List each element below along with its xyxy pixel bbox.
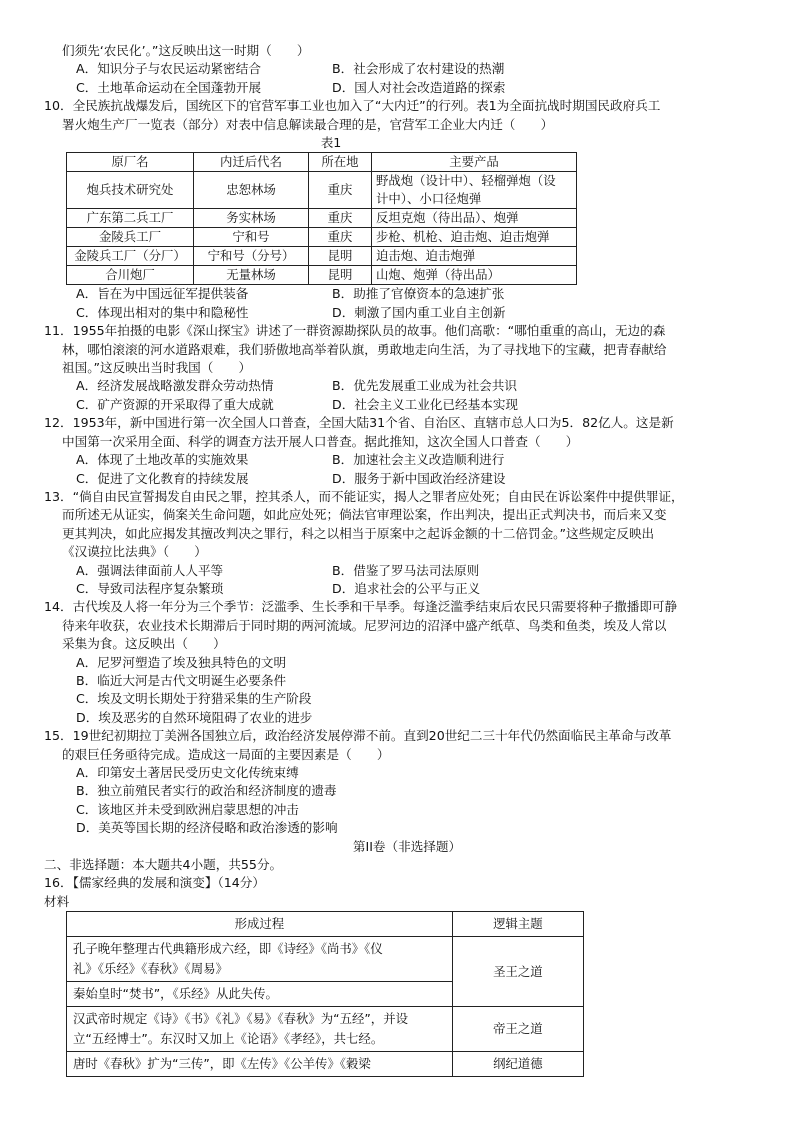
arsenal-table: [66, 152, 577, 285]
table-cell-theme: 纲纪道德: [452, 1052, 583, 1077]
table-header-row: [67, 153, 577, 172]
q15-option-c[interactable]: C．该地区并未受到欧洲启蒙思想的冲击: [76, 801, 299, 817]
table-row: [67, 1007, 584, 1052]
table-cell: 迫击炮、迫击炮弹: [372, 247, 577, 266]
q13-options-row2: [62, 580, 752, 598]
q9-option-d[interactable]: D．国人对社会改造道路的探索: [332, 79, 506, 95]
q13-stem-line4: 《汉谟拉比法典》（ ）: [62, 544, 207, 560]
q15-option-a[interactable]: A．印第安土著居民受历史文化传统束缚: [76, 765, 299, 780]
part2-title: 第II卷（非选择题）: [352, 838, 462, 854]
q10-option-a[interactable]: A．旨在为中国远征军提供装备: [76, 286, 249, 302]
table-row: [67, 209, 577, 228]
col-header: 原厂名: [67, 153, 194, 172]
q9-option-c[interactable]: C．土地革命运动在全国蓬勃开展: [76, 79, 262, 95]
q11-option-c[interactable]: C．矿产资源的开采取得了重大成就: [76, 396, 274, 412]
q12-options-row1: [62, 451, 752, 469]
table-cell: 宁和号（分号）: [194, 247, 309, 266]
table-cell: 务实林场: [194, 209, 309, 228]
col-header: 主要产品: [372, 153, 577, 172]
q11-stem-line3: 祖国。”这反映出当时我国（ ）: [62, 360, 252, 376]
q11-option-b[interactable]: B．优先发展重工业成为社会共识: [332, 378, 517, 394]
section-heading: 二、非选择题：本大题共4小题，共55分。: [44, 857, 283, 873]
table-row: [67, 1052, 584, 1077]
q15-stem-line2: 的艰巨任务亟待完成。造成这一局面的主要因素是（ ）: [62, 746, 390, 762]
table-cell: 金陵兵工厂: [67, 228, 194, 247]
table-cell-theme: 帝王之道: [452, 1007, 583, 1052]
q10-stem-line1: 10．全民族抗战爆发后，国统区下的官营军事工业也加入了“大内迁”的行列。表1为全面抗战时期国民政府兵工: [44, 98, 661, 114]
table-header-row: [67, 912, 584, 937]
q10-stem-line2: 署火炮生产厂一览表（部分）对表中信息解读最合理的是，官营军工企业大内迁（ ）: [62, 116, 554, 132]
table-cell: 山炮、炮弹（待出品）: [372, 266, 577, 285]
q13-stem-line2: 而所述无从证实，倘案关生命问题，如此应处死；倘法官审理讼案，作出判决，提出正式判决书，而后来又变: [62, 507, 667, 523]
table-cell: 金陵兵工厂（分厂）: [67, 247, 194, 266]
q12-option-d[interactable]: D．服务于新中国政治经济建设: [332, 470, 506, 486]
q15-option-b[interactable]: B．独立前殖民者实行的政治和经济制度的遗毒: [76, 783, 337, 799]
table-cell: 重庆: [309, 172, 372, 209]
q15-option-d[interactable]: D．美英等国长期的经济侵略和政治渗透的影响: [76, 820, 338, 836]
cell-line: 孔子晚年整理古代典籍形成六经，即《诗经》《尚书》《仪: [73, 941, 383, 957]
table-cell: 合川炮厂: [67, 266, 194, 285]
cell-line: 立“五经博士”。东汉时又加上《论语》《孝经》，共七经。: [73, 1031, 384, 1047]
table-cell: 重庆: [309, 209, 372, 228]
col-header: 逻辑主题: [452, 912, 583, 937]
q15-stem-line1: 15．19世纪初期拉丁美洲各国独立后，政治经济发展停滞不前。直到20世纪二三十年代仍然面临民主革命与改革: [44, 728, 672, 744]
table-cell: 昆明: [309, 266, 372, 285]
q12-option-b[interactable]: B．加速社会主义改造顺利进行: [332, 452, 505, 468]
q10-option-b[interactable]: B．助推了官僚资本的急速扩张: [332, 286, 505, 302]
cell-line: 计中）、小口径炮弹: [376, 191, 482, 207]
table-cell: 广东第二兵工厂: [67, 209, 194, 228]
q12-stem-line2: 中国第一次采用全面、科学的调查方法开展人口普查。据此推知，这次全国人口普查（ ）: [62, 433, 579, 449]
q13-option-d[interactable]: D．追求社会的公平与正义: [332, 580, 481, 596]
cell-line: 野战炮（设计中）、轻榴弹炮（设: [376, 173, 556, 189]
table-cell: 步枪、机枪、迫击炮、迫击炮弹: [372, 228, 577, 247]
table-cell: 反坦克炮（待出品）、炮弹: [372, 209, 577, 228]
table-1-caption: 表1: [320, 135, 342, 151]
q10-options-row1: [62, 285, 752, 303]
table-cell: 忠恕林场: [194, 172, 309, 209]
q9-option-b[interactable]: B．社会形成了农村建设的热潮: [332, 61, 505, 77]
table-row: [67, 228, 577, 247]
table-cell: [372, 172, 577, 209]
table-row: [67, 266, 577, 285]
q16-heading: 16．【儒家经典的发展和演变】（14分）: [44, 875, 265, 891]
q11-options-row2: [62, 396, 752, 414]
q14-stem-line2: 待来年收获，农业技术长期滞后于同时期的两河流域。尼罗河边的沼泽中盛产纸草、鸟类和鱼类，埃及人常以: [62, 617, 667, 633]
q12-option-c[interactable]: C．促进了文化教育的持续发展: [76, 470, 249, 486]
cell-line: 礼》《乐经》《春秋》《周易》: [73, 961, 228, 977]
q12-stem-line1: 12．1953年，新中国进行第一次全国人口普查，全国大陆31个省、自治区、直辖市总人口为5．82亿人。这是新: [44, 415, 674, 431]
q10-options-row2: [62, 304, 752, 322]
q9-options-row1: [62, 60, 752, 78]
q9-options-row2: [62, 79, 752, 97]
table-cell: 秦始皇时“焚书”，《乐经》从此失传。: [67, 982, 453, 1007]
q11-option-a[interactable]: A．经济发展战略激发群众劳动热情: [76, 378, 274, 394]
col-header: 所在地: [309, 153, 372, 172]
q14-stem-line1: 14．古代埃及人将一年分为三个季节：泛滥季、生长季和干旱季。每逢泛滥季结束后农民只需要将种子撒播即可静: [44, 599, 678, 615]
col-header: 形成过程: [67, 912, 453, 937]
q14-option-b[interactable]: B．临近大河是古代文明诞生必要条件: [76, 672, 287, 688]
table-cell: 昆明: [309, 247, 372, 266]
q9-stem-tail: 们须先‘农民化’。”这反映出这一时期（ ）: [62, 43, 310, 58]
q12-option-a[interactable]: A．体现了土地改革的实施效果: [76, 452, 249, 468]
q9-option-a[interactable]: A．知识分子与农民运动紧密结合: [76, 61, 261, 77]
table-cell: 重庆: [309, 228, 372, 247]
exam-page: [44, 42, 752, 1077]
q10-option-d[interactable]: D．刺激了国内重工业自主创新: [332, 304, 506, 320]
q14-option-a[interactable]: A．尼罗河塑造了埃及独具特色的文明: [76, 654, 287, 670]
table-cell: 唐时《春秋》扩为“三传”，即《左传》《公羊传》《穀梁: [67, 1052, 453, 1077]
confucian-classics-table: [66, 911, 584, 1077]
table-row: [67, 937, 584, 982]
cell-line: 汉武帝时规定《诗》《书》《礼》《易》《春秋》为“五经”，并设: [73, 1011, 408, 1027]
q14-option-c[interactable]: C．埃及文明长期处于狩猎采集的生产阶段: [76, 691, 312, 707]
q13-option-a[interactable]: A．强调法律面前人人平等: [76, 562, 224, 578]
table-cell: [67, 937, 453, 982]
q14-option-d[interactable]: D．埃及恶劣的自然环境阻碍了农业的进步: [76, 709, 313, 725]
q11-stem-line2: 林，哪怕滚滚的河水道路艰难，我们骄傲地高举着队旗，勇敢地走向生活，为了寻找地下的宝藏，把青春献给: [62, 341, 667, 357]
q13-option-b[interactable]: B．借鉴了罗马法司法原则: [332, 562, 480, 578]
table-cell: 无量林场: [194, 266, 309, 285]
col-header: 内迁后代名: [194, 153, 309, 172]
table-row: [67, 247, 577, 266]
q12-options-row2: [62, 470, 752, 488]
table-cell: 宁和号: [194, 228, 309, 247]
material-label: 材料: [44, 893, 70, 909]
q10-option-c[interactable]: C．体现出相对的集中和隐秘性: [76, 304, 249, 320]
q11-options-row1: [62, 377, 752, 395]
q13-options-row1: [62, 562, 752, 580]
q11-stem-line1: 11．1955年拍摄的电影《深山探宝》讲述了一群资源勘探队员的故事。他们高歌：“哪怕重重的高山，无边的森: [44, 323, 666, 339]
table-row: [67, 172, 577, 209]
q13-stem-line1: 13．“倘自由民宣誓揭发自由民之罪，控其杀人，而不能证实，揭人之罪者应处死；自由民在诉讼案件中提供罪证，: [44, 488, 684, 504]
table-cell: 炮兵技术研究处: [67, 172, 194, 209]
q13-stem-line3: 更其判决，如此应揭发其擅改判决之罪行，科之以相当于原案中之起诉金额的十二倍罚金。”这些规定反映出: [62, 525, 655, 541]
table-cell-theme: 圣王之道: [452, 937, 583, 1007]
table-cell: [67, 1007, 453, 1052]
q14-stem-line3: 采集为食。这反映出（ ）: [62, 636, 226, 652]
q11-option-d[interactable]: D．社会主义工业化已经基本实现: [332, 396, 519, 412]
q13-option-c[interactable]: C．导致司法程序复杂繁琐: [76, 580, 224, 596]
